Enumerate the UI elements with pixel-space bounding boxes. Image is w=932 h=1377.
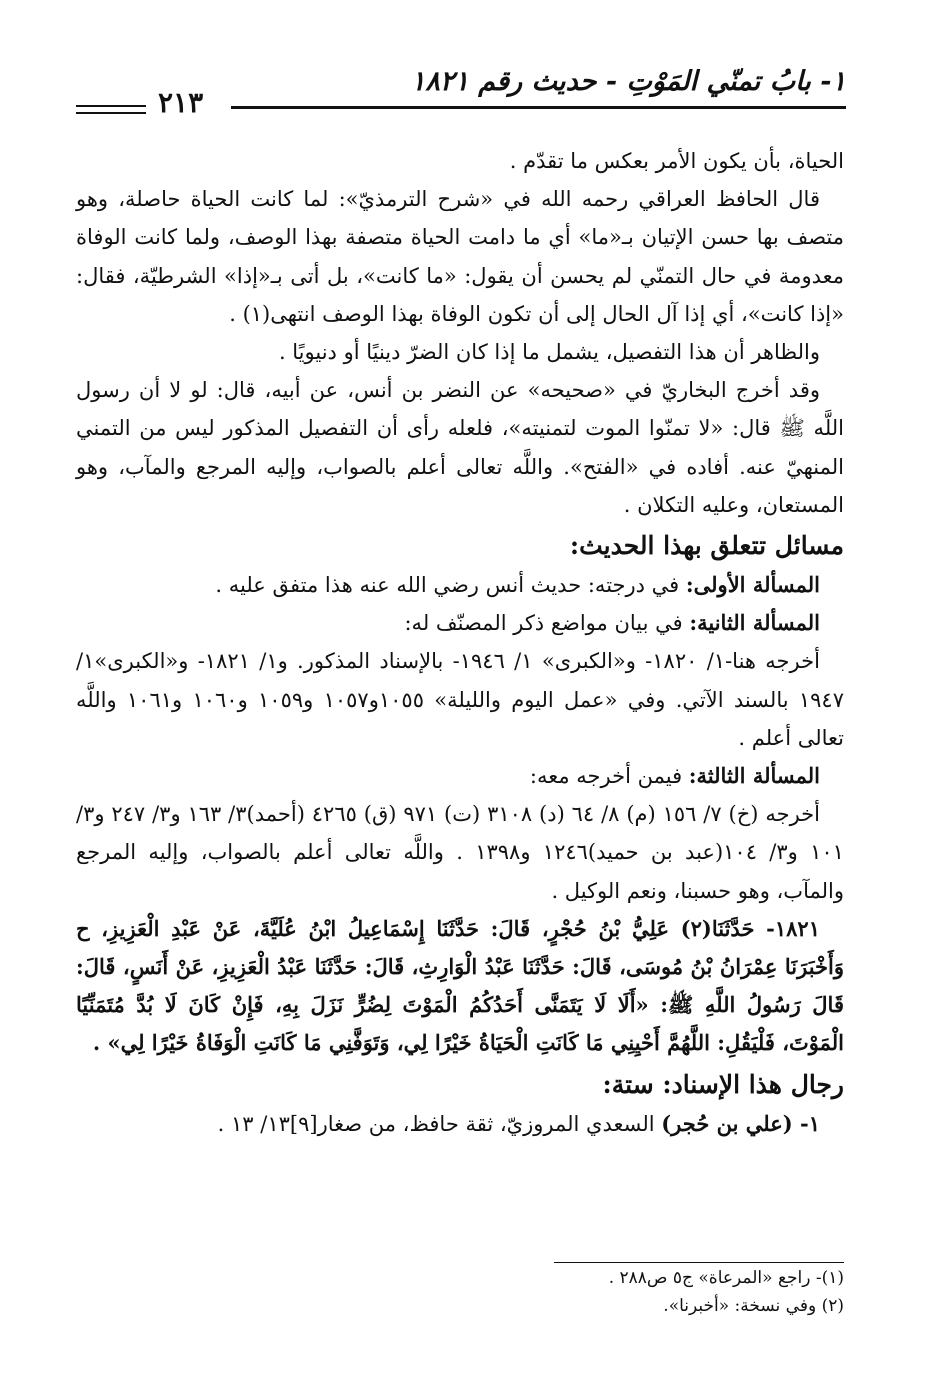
footnote-divider [554,1262,844,1263]
header-rule [231,106,846,109]
issue-text: في بيان مواضع ذكر المصنّف له: [404,611,690,636]
page-number-rule-top [76,105,146,107]
page-number: ٢١٣ [158,86,204,119]
narrator-text: السعدي المروزيّ، ثقة حافظ، من صغار[٩]١٣/ ١٣ . [217,1111,662,1136]
page-body [76,142,844,1143]
section-heading-masail: مسائل تتعلق بهذا الحديث: [569,531,844,561]
issue-3-detail: أخرجه (خ) ٧/ ١٥٦ (م) ٨/ ٦٤ (د) ٣١٠٨ (ت) ٩٧١ (ق) ٤٢٦٥ (أحمد)٣/ ١٦٣ و٣/ ٢٤٧ و٣/ ١٠١ و٣/ ١٠٤(عبد بن حميد)١٢٤٦ و١٣٩٨ . واللَّه تعالى أعلم بالصواب، وإليه المرجع والمآب، وهو حسبنا، ونعم الوكيل . [76,802,844,903]
chapter-title: ١- بابُ تمنّي المَوْتِ - حديث رقم ١٨٢١ [410,66,846,97]
footnote: (٢) وفي نسخة: «أخبرنا». [663,1296,844,1316]
hadith-text: ١٨٢١- حَدَّثَنَا(٢) عَلِيُّ بْنُ حُجْرٍ، قَالَ: حَدَّثَنَا إِسْمَاعِيلُ ابْنُ عُلَيَّةَ، عَنْ عَبْدِ الْعَزِيزِ، ح وَأَخْبَرَنَا عِمْرَانُ بْنُ مُوسَى، قَالَ: حَدَّثَنَا عَبْدُ الْوَارِثِ، قَالَ: حَدَّثَنَا عَبْدُ الْعَزِيزِ، عَنْ أَنَسٍ، قَالَ: قَالَ رَسُولُ اللَّهِ ﷺ: «أَلَا لَا يَتَمَنَّى أَحَدُكُمُ الْمَوْتَ لِضُرٍّ نَزَلَ بِهِ، فَإِنْ كَانَ لَا بُدَّ مُتَمَنِّيًا الْمَوْتَ، فَلْيَقُلِ: اللَّهُمَّ أَحْيِنِي مَا كَانَتِ الْحَيَاةُ خَيْرًا لِي، وَتَوَفَّنِي مَا كَانَتِ الْوَفَاةُ خَيْرًا لِي» . [76,915,844,1056]
page-number-rule-bottom [76,112,146,114]
footnote: (١)- راجع «المرعاة» ج٥ ص٢٨٨ . [608,1268,844,1288]
paragraph: والظاهر أن هذا التفصيل، يشمل ما إذا كان الضرّ دينيًا أو دنيويًا . [278,340,820,365]
section-heading-rijal: رجال هذا الإسناد: ستة: [602,1069,844,1099]
issue-label: المسألة الثالثة: [688,763,820,789]
narrator-label: ١- (علي بن حُجر) [661,1110,820,1136]
page-header [76,64,846,124]
footnotes [76,1264,844,1320]
issue-3 [76,757,844,795]
issue-text: فيمن أخرجه معه: [529,764,689,789]
issue-label: المسألة الأولى: [685,572,820,598]
issue-label: المسألة الثانية: [689,610,820,636]
issue-2 [76,604,844,642]
narrator-1 [76,1105,844,1143]
paragraph: قال الحافظ العراقي رحمه الله في «شرح الترمذيّ»: لما كانت الحياة حاصلة، وهو متصف بها حسن الإتيان بـ«ما» أي ما دامت الحياة متصفة بهذا الوصف، ولما كانت الوفاة معدومة في حال التمنّي لم يحسن أن يقول: «ما كانت»، بل أتى بـ«إذا» الشرطيّة، فقال: «إذا كانت»، أي إذا آل الحال إلى أن تكون الوفاة بهذا الوصف انتهى(١) . [76,187,844,326]
issue-1 [76,566,844,604]
paragraph: الحياة، بأن يكون الأمر بعكس ما تقدّم . [509,149,844,173]
issue-2-detail: أخرجه هنا-١/ ١٨٢٠- و«الكبرى» ١/ ١٩٤٦- بالإسناد المذكور. و١/ ١٨٢١- و«الكبرى»١/ ١٩٤٧ بالسند الآتي. وفي «عمل اليوم والليلة» ١٠٥٥و١٠٥٧ و١٠٥٩ و١٠٦٠ و١٠٦١ واللَّه تعالى أعلم . [76,649,844,750]
issue-text: في درجته: حديث أنس رضي الله عنه هذا متفق عليه . [215,573,686,598]
paragraph: وقد أخرج البخاريّ في «صحيحه» عن النضر بن أنس، عن أبيه، قال: لو لا أن رسول اللَّه ﷺ قال: «لا تمنّوا الموت لتمنيته»، فلعله رأى أن التفصيل المذكور ليس من التمني المنهيّ عنه. أفاده في «الفتح». واللَّه تعالى أعلم بالصواب، وإليه المرجع والمآب، وهو المستعان، وعليه التكلان . [76,378,844,517]
